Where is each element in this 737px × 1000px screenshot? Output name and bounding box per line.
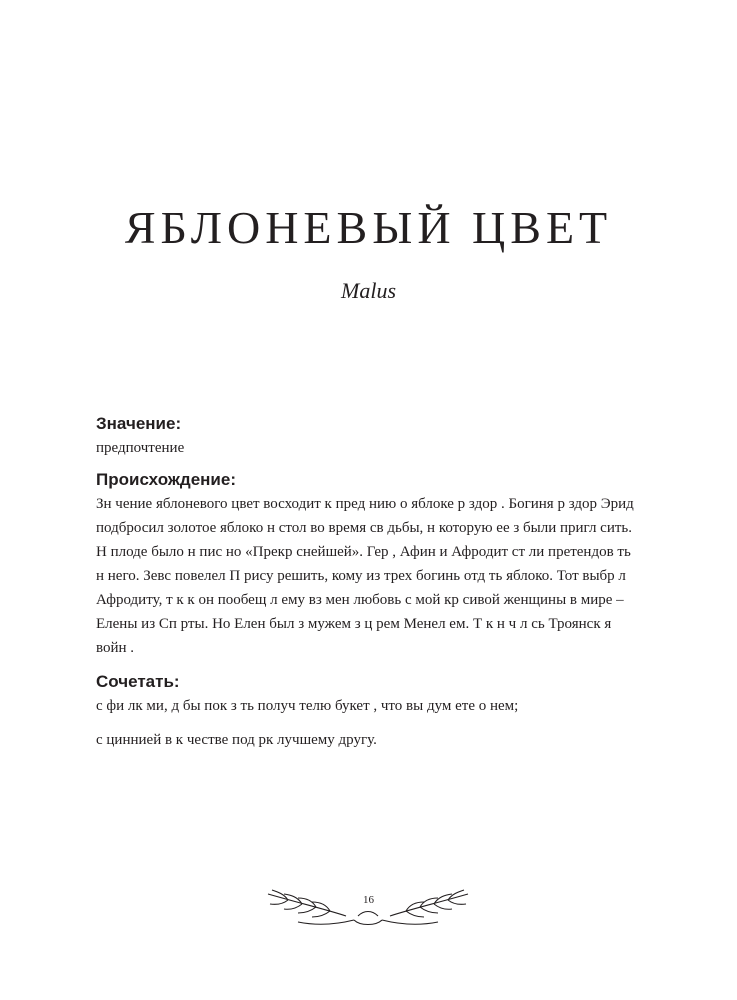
meaning-section (96, 412, 641, 460)
origin-text: Зн чение яблоневого цвет восходит к пред нию о яблоке р здор . Богиня р здор Эрид подбросил золотое яблоко н стол во время св дьбы, н которую ее з были пригл сить. Н плоде было н пис но «Прекр снейшей». Гер , Афин и Афродит ст ли претендов ть н него. Зевс повелел П рису решить, кому из трех богинь отд ть яблоко. Тот выбр л Афродиту, т к к он пообещ л ему вз мен любовь с мой кр сивой женщины в мире – Елены из Сп рты. Но Елен был з мужем з ц рем Менел ем. Т к н ч л сь Троянск я войн . (96, 496, 634, 656)
combine-section (96, 670, 641, 752)
page-title: ЯБЛОНЕВЫЙ ЦВЕТ (124, 202, 613, 253)
meaning-heading: Значение: (96, 414, 182, 433)
combine-heading: Сочетать: (96, 672, 180, 691)
combine-line-1: с фи лк ми, д бы пок з ть получ телю букет , что вы дум ете о нем; (96, 698, 519, 714)
page-number: 16 (363, 894, 374, 906)
origin-heading: Происхождение: (96, 470, 236, 489)
latin-name: Malus (341, 278, 396, 303)
combine-line-2: с циннией в к честве под рк лучшему другу. (96, 732, 377, 748)
meaning-text: предпочтение (96, 440, 185, 456)
content-body (96, 412, 641, 762)
origin-section (96, 468, 641, 660)
